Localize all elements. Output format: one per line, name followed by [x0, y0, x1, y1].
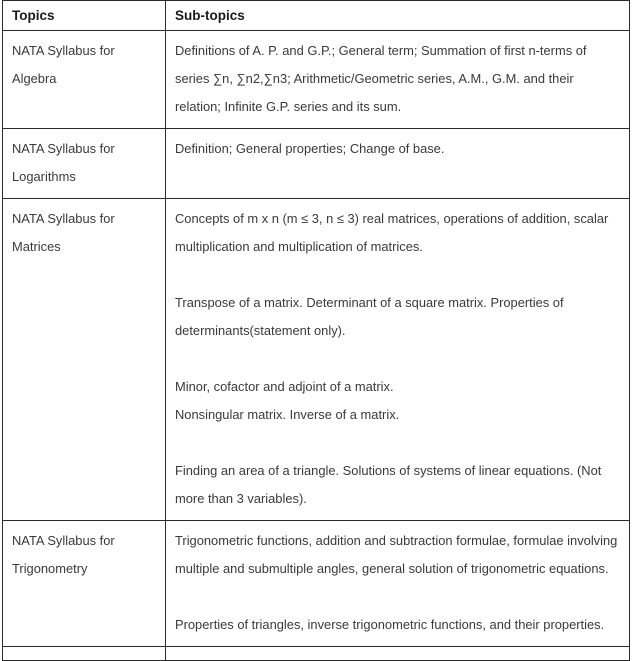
subtopic-paragraph: Concepts of m x n (m ≤ 3, n ≤ 3) real matrices, operations of addition, scalar multiplication and multiplication of matrices. [175, 211, 609, 254]
table-row [3, 129, 630, 199]
subtopic-cell [166, 647, 630, 661]
subtopic-paragraph: Nonsingular matrix. Inverse of a matrix. [175, 407, 400, 422]
subtopic-paragraph: Finding an area of a triangle. Solutions of systems of linear equations. (Not more than 3 variables). [175, 463, 602, 506]
topic-cell: NATA Syllabus for Logarithms [3, 129, 166, 199]
table-header [3, 1, 630, 31]
subtopic-paragraph: Minor, cofactor and adjoint of a matrix. [175, 379, 394, 394]
column-header-subtopics: Sub-topics [166, 1, 630, 31]
topic-cell: NATA Syllabus for Trigonometry [3, 521, 166, 647]
subtopic-cell [166, 521, 630, 647]
subtopic-paragraph: Properties of triangles, inverse trigonometric functions, and their properties. [175, 617, 605, 632]
topic-cell: NATA Syllabus for Algebra [3, 31, 166, 129]
column-header-topics: Topics [3, 1, 166, 31]
subtopic-paragraph: Transpose of a matrix. Determinant of a square matrix. Properties of determinants(statement only). [175, 295, 564, 338]
subtopic-paragraph: Definitions of A. P. and G.P.; General term; Summation of first n-terms of series ∑n, ∑n2,∑n3; Arithmetic/Geometric series, A.M., G.M. and their relation; Infinite G.P. series and its sum. [175, 43, 587, 114]
table-header-row [3, 1, 630, 31]
subtopic-paragraph: Trigonometric functions, addition and subtraction formulae, formulae involving multiple and submultiple angles, general solution of trigonometric equations. [175, 533, 618, 576]
topic-cell [3, 647, 166, 661]
topic-cell: NATA Syllabus for Matrices [3, 199, 166, 521]
table-row [3, 647, 630, 661]
syllabus-table [2, 0, 630, 661]
table-row [3, 31, 630, 129]
table-row [3, 521, 630, 647]
table-row [3, 199, 630, 521]
subtopic-cell [166, 199, 630, 521]
subtopic-cell [166, 31, 630, 129]
subtopic-cell [166, 129, 630, 199]
subtopic-paragraph: Definition; General properties; Change of base. [175, 141, 445, 156]
table-body [3, 31, 630, 661]
